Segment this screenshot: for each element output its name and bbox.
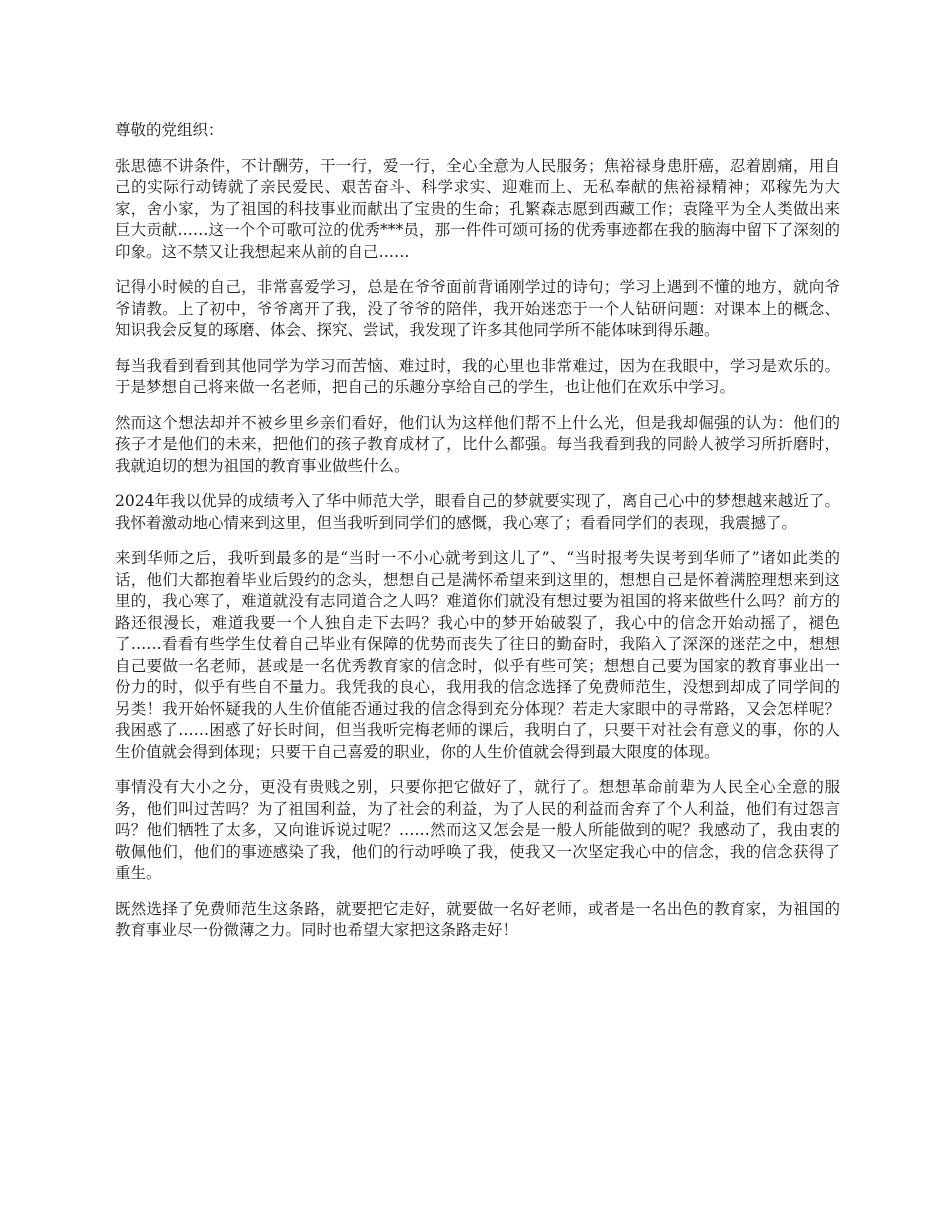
document-page [115,120,840,956]
salutation: 尊敬的党组织： [115,121,224,139]
paragraph-4: 然而这个想法却并不被乡里乡亲们看好，他们认为这样他们帮不上什么光，但是我却倔强的认为：他们的孩子才是他们的未来，把他们的孩子教育成材了，比什么都强。每当我看到我的同龄人被学习所折磨时，我就迫切的想为祖国的教育事业做些什么。 [115,413,840,475]
paragraph-6: 来到华师之后，我听到最多的是“当时一不小心就考到这儿了”、“当时报考失误考到华师了”诸如此类的话，他们大都抱着毕业后毁约的念头，想想自己是满怀希望来到这里的，想想自己是怀着满腔理想来到这里的，我心寒了，难道就没有志同道合之人吗？难道你们就没有想过要为祖国的将来做些什么吗？前方的路还很漫长，难道我要一个人独自走下去吗？我心中的梦开始破裂了，我心中的信念开始动摇了，褪色了……看看有些学生仗着自己毕业有保障的优势而丧失了往日的勤奋时，我陷入了深深的迷茫之中，想想自己要做一名老师，甚或是一名优秀教育家的信念时，似乎有些可笑；想想自己要为国家的教育事业出一份力的时，似乎有些自不量力。我凭我的良心，我用我的信念选择了免费师范生，没想到却成了同学间的另类！我开始怀疑我的人生价值能否通过我的信念得到充分体现？若走大家眼中的寻常路，又会怎样呢？我困惑了……困惑了好长时间，但当我听完梅老师的课后，我明白了，只要干对社会有意义的事，你的人生价值就会得到体现；只要干自己喜爱的职业，你的人生价值就会得到最大限度的体现。 [115,549,840,761]
paragraph-8: 既然选择了免费师范生这条路，就要把它走好，就要做一名好老师，或者是一名出色的教育家，为祖国的教育事业尽一份微薄之力。同时也希望大家把这条路走好！ [115,899,840,939]
paragraph-5: 2024年我以优异的成绩考入了华中师范大学，眼看自己的梦就要实现了，离自己心中的梦想越来越近了。我怀着激动地心情来到这里，但当我听到同学们的感慨，我心寒了；看看同学们的表现，我震撼了。 [115,492,840,532]
paragraph-3: 每当我看到看到其他同学为学习而苦恼、难过时，我的心里也非常难过，因为在我眼中，学习是欢乐的。于是梦想自己将来做一名老师，把自己的乐趣分享给自己的学生，也让他们在欢乐中学习。 [115,356,840,396]
paragraph-1: 张思德不讲条件，不计酬劳，干一行，爱一行，全心全意为人民服务；焦裕禄身患肝癌，忍着剧痛，用自己的实际行动铸就了亲民爱民、艰苦奋斗、科学求实、迎难而上、无私奉献的焦裕禄精神；邓稼先为大家，舍小家，为了祖国的科技事业而献出了宝贵的生命；孔繁森志愿到西藏工作；袁隆平为全人类做出来巨大贡献……这一个个可歌可泣的优秀***员，那一件件可颂可扬的优秀事迹都在我的脑海中留下了深刻的印象。这不禁又让我想起来从前的自己…… [115,156,840,261]
paragraph-2: 记得小时候的自己，非常喜爱学习，总是在爷爷面前背诵刚学过的诗句；学习上遇到不懂的地方，就向爷爷请教。上了初中，爷爷离开了我，没了爷爷的陪伴，我开始迷恋于一个人钻研问题：对课本上的概念、知识我会反复的琢磨、体会、探究、尝试，我发现了许多其他同学所不能体味到得乐趣。 [115,278,840,339]
paragraph-7: 事情没有大小之分，更没有贵贱之别，只要你把它做好了，就行了。想想革命前辈为人民全心全意的服务，他们叫过苦吗？为了祖国利益，为了社会的利益，为了人民的利益而舍弃了个人利益，他们有过怨言吗？他们牺牲了太多，又向谁诉说过呢？……然而这又怎会是一般人所能做到的呢？我感动了，我由衷的敬佩他们，他们的事迹感染了我，他们的行动呼唤了我，使我又一次坚定我心中的信念，我的信念获得了重生。 [115,778,840,882]
